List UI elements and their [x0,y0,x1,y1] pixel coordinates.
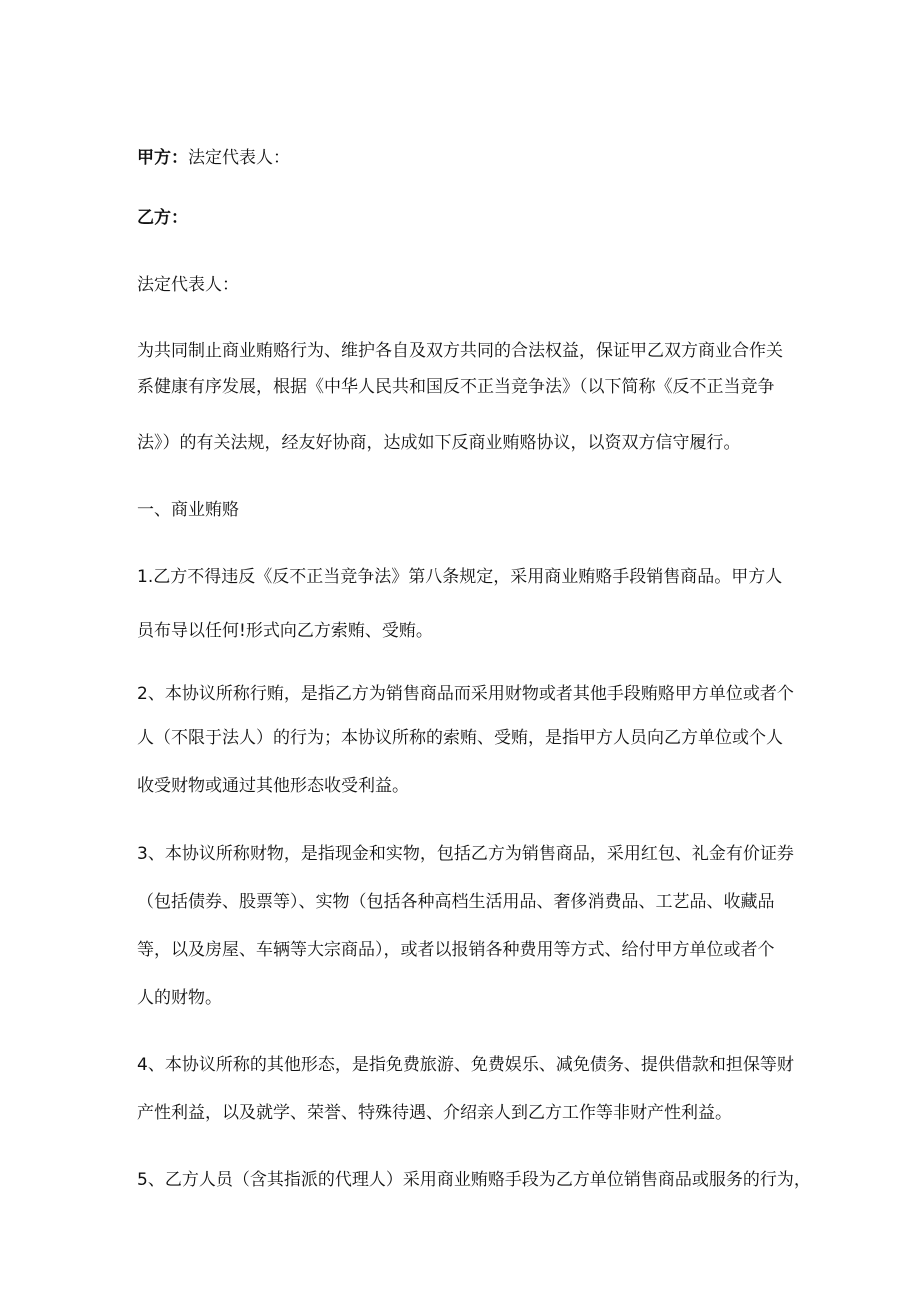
intro-line: 系健康有序发展，根据《中华人民共和国反不正当竞争法》（以下简称《反不正当竞争 [137,377,775,397]
clause-5-line: 5、乙方人员（含其指派的代理人）采用商业贿赂手段为乙方单位销售商品或服务的行为， [137,1170,811,1190]
clause-3-line: 人的财物。 [137,988,222,1008]
clause-3-line: 等，以及房屋、车辆等大宗商品），或者以报销各种费用等方式、给付甲方单位或者个 [137,940,775,960]
intro-line: 法》）的有关法规，经友好协商，达成如下反商业贿赂协议，以资双方信守履行。 [137,433,741,453]
party-a-line [137,148,290,168]
intro-line: 为共同制止商业贿赂行为、维护各自及双方共同的合法权益，保证甲乙双方商业合作关 [137,341,783,361]
clause-4-line: 产性利益，以及就学、荣誉、特殊待遇、介绍亲人到乙方工作等非财产性利益。 [137,1103,732,1123]
clause-2-line: 2、本协议所称行贿，是指乙方为销售商品而采用财物或者其他手段贿赂甲方单位或者个 [137,684,794,704]
clause-1-line: 1.乙方不得违反《反不正当竞争法》第八条规定，采用商业贿赂手段销售商品。甲方人 [137,567,783,587]
clause-3-line: 3、本协议所称财物，是指现金和实物，包括乙方为销售商品，采用红包、礼金有价证券 [137,844,794,864]
clause-3-line: （包括债券、股票等）、实物（包括各种高档生活用品、奢侈消费品、工艺品、收藏品 [137,892,775,912]
party-a-rep-label: 法定代表人： [188,148,290,168]
party-b-label: 乙方： [137,208,188,228]
party-b-rep-label: 法定代表人： [137,275,239,295]
clause-1-line: 员布导以任何!形式向乙方索贿、受贿。 [137,621,433,641]
section-heading: 一、商业贿赂 [137,500,239,520]
party-a-label: 甲方： [137,148,188,168]
clause-2-line: 人（不限于法人）的行为；本协议所称的索贿、受贿，是指甲方人员向乙方单位或个人 [137,728,783,748]
clause-4-line: 4、本协议所称的其他形态，是指免费旅游、免费娱乐、减免债务、提供借款和担保等财 [137,1055,794,1075]
clause-2-line: 收受财物或通过其他形态收受利益。 [137,776,409,796]
